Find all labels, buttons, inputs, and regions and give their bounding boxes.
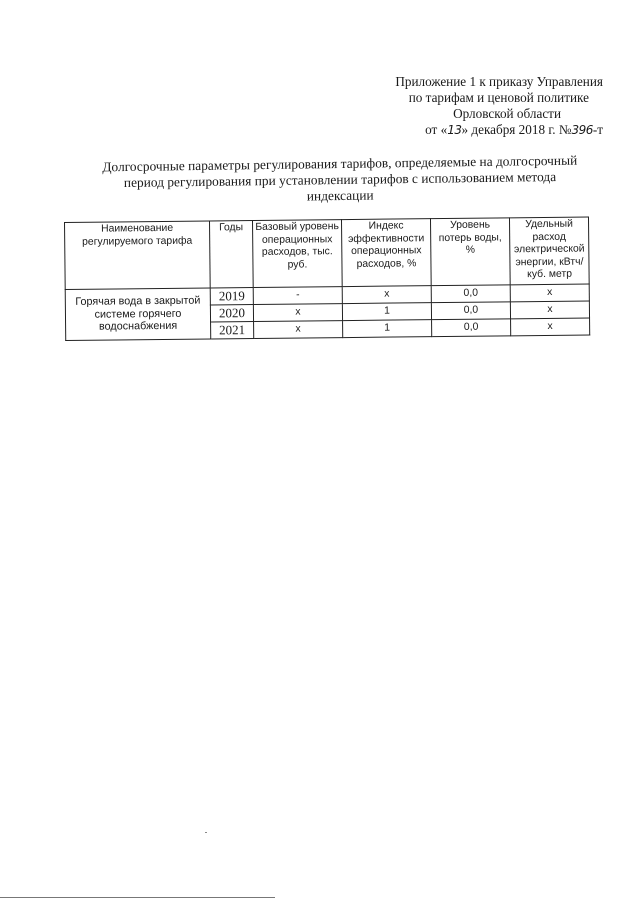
water-loss-cell: 0,0	[431, 285, 510, 303]
annex-line-3: Орловской области	[453, 106, 561, 121]
header-base-expenses: Базовый уровень операционных расходов, тыс. руб.	[252, 220, 342, 288]
scan-edge-line	[0, 897, 275, 898]
tariff-name-cell: Горячая вода в закрытой системе горячего водоснабжения	[65, 288, 211, 341]
header-efficiency-index: Индекс эффективности операционных расходов, %	[341, 219, 431, 287]
year-cell: 2019	[210, 288, 253, 305]
specific-energy-cell: х	[510, 301, 589, 319]
specific-energy-cell: х	[510, 284, 589, 302]
annex-date-mid: » декабря 2018 г. №	[461, 122, 572, 137]
handwritten-number: 396	[571, 123, 593, 137]
title-line-3: индексации	[306, 187, 374, 204]
header-tariff-name: Наименование регулируемого тарифа	[65, 221, 211, 290]
annex-line-4	[303, 122, 603, 138]
water-loss-cell: 0,0	[431, 302, 510, 320]
base-expenses-cell: х	[253, 304, 342, 322]
document-title	[60, 152, 621, 208]
table-header-row	[65, 217, 590, 289]
header-years: Годы	[209, 221, 253, 288]
annex-header	[303, 74, 603, 138]
water-loss-cell: 0,0	[432, 319, 511, 337]
title-line-1: Долгосрочные параметры регулирования тарифов, определяемые на долгосрочный	[102, 152, 578, 175]
parameters-table	[64, 217, 590, 341]
efficiency-index-cell: х	[342, 286, 431, 304]
header-water-loss: Уровень потерь воды, %	[430, 218, 510, 286]
efficiency-index-cell: 1	[343, 320, 432, 338]
header-specific-energy: Удельный расход электрической энергии, кВтч/куб. метр	[509, 217, 589, 285]
base-expenses-cell: х	[254, 321, 343, 339]
base-expenses-cell: -	[253, 287, 342, 305]
year-cell: 2021	[211, 322, 254, 339]
handwritten-day: 13	[447, 123, 462, 137]
year-cell: 2020	[210, 305, 253, 322]
annex-date-prefix: от «	[425, 122, 448, 137]
scan-speck	[205, 832, 207, 833]
annex-number-suffix: -т	[592, 122, 603, 137]
annex-line-2: по тарифам и ценовой политике	[408, 90, 589, 105]
annex-line-1: Приложение 1 к приказу Управления	[395, 74, 603, 89]
efficiency-index-cell: 1	[342, 303, 431, 321]
specific-energy-cell: х	[511, 318, 590, 336]
title-line-2: период регулирования при установлении тарифов с использованием метода	[123, 168, 557, 191]
